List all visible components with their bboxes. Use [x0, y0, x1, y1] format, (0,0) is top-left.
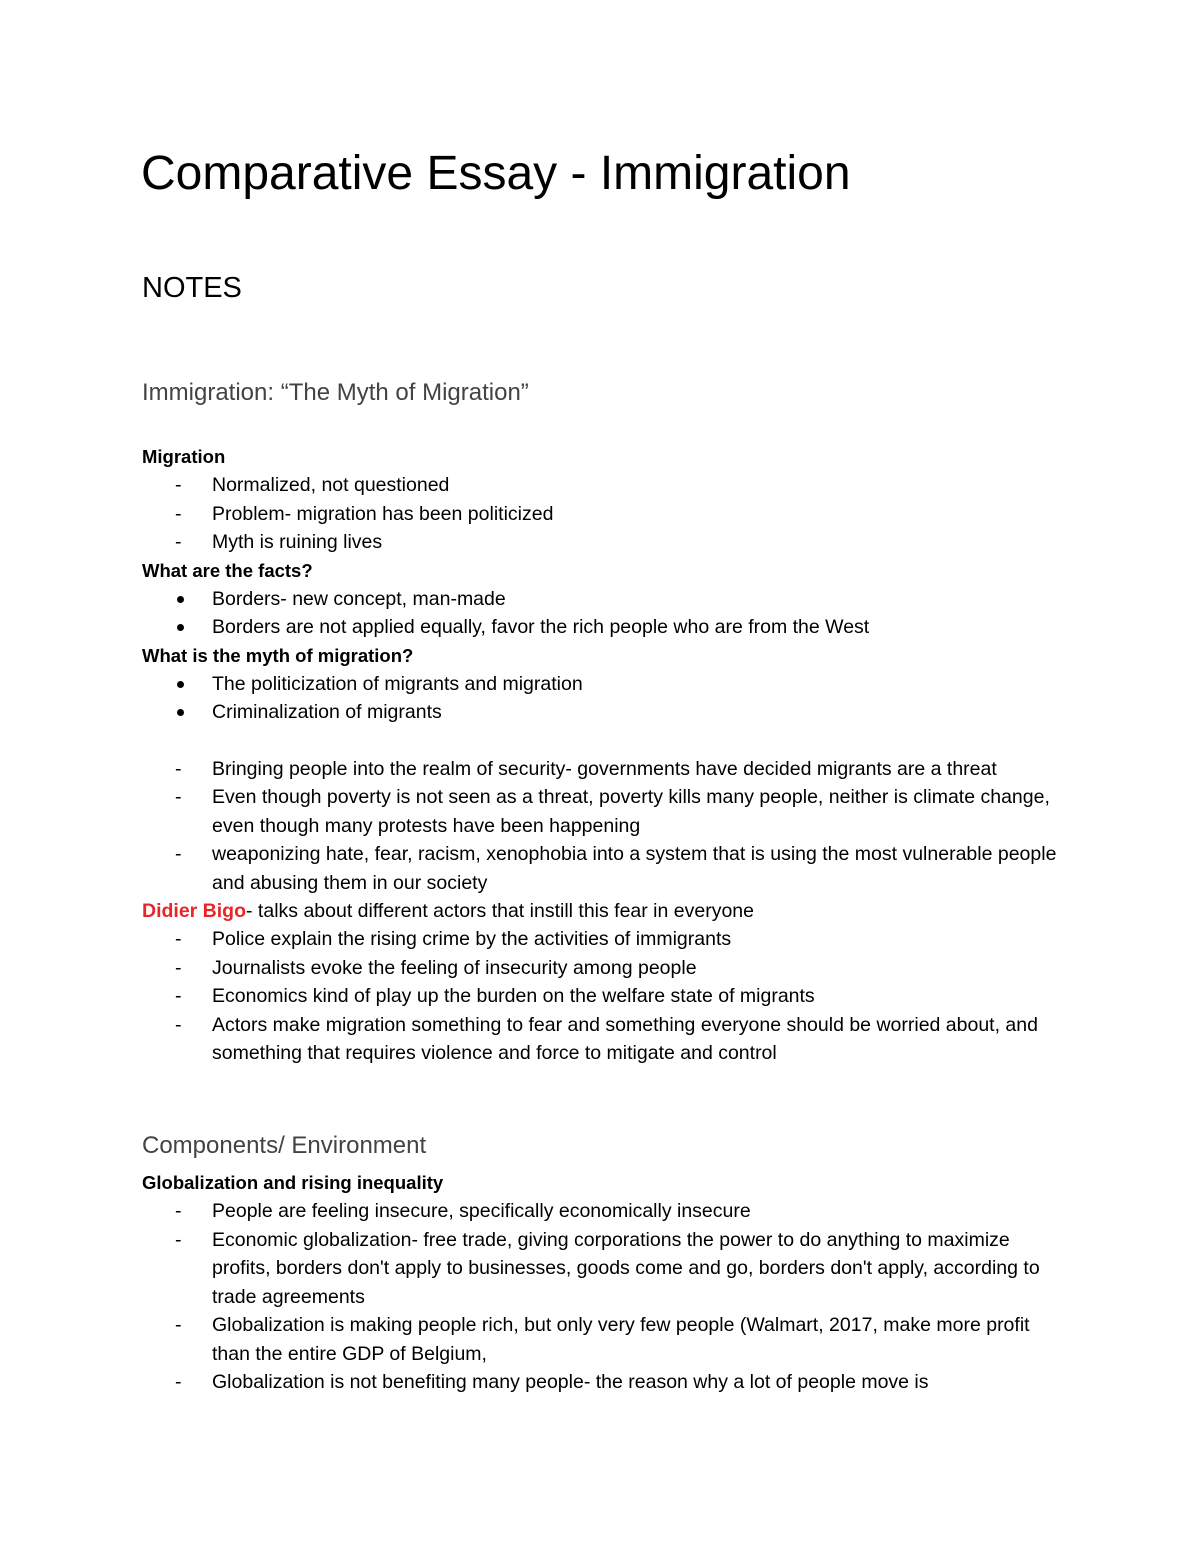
bigo-list	[0, 925, 1200, 1068]
bullet-icon	[177, 596, 184, 603]
list-item: - Economic globalization- free trade, giving corporations the power to do anything to maximize profits, borders don't apply to businesses, goods come and go, borders don't apply, according to trade agreements	[0, 1226, 1072, 1312]
dash-marker: -	[175, 786, 182, 808]
dash-marker: -	[175, 1228, 182, 1251]
dash-marker: -	[175, 928, 182, 950]
dash-marker: -	[175, 843, 182, 865]
list-item: Borders are not applied equally, favor the rich people who are from the West	[0, 613, 1072, 642]
myth-label: What is the myth of migration?	[142, 644, 414, 666]
globalization-list	[0, 1197, 1200, 1397]
facts-list	[0, 585, 1200, 642]
dash-marker: -	[175, 531, 182, 553]
blank-line	[0, 727, 1200, 755]
myth-dash-list	[0, 755, 1200, 898]
list-item: - Globalization is making people rich, but only very few people (Walmart, 2017, make more profit than the entire GDP of Belgium,	[0, 1311, 1072, 1368]
dash-marker: -	[175, 956, 182, 979]
dash-marker: -	[175, 1200, 182, 1222]
list-item: - Economics kind of play up the burden on the welfare state of migrants	[0, 982, 1072, 1011]
bigo-line	[142, 897, 1200, 925]
dash-marker: -	[175, 985, 182, 1007]
dash-marker: -	[175, 1013, 182, 1036]
section-myth-of-migration	[0, 378, 1200, 1068]
notes-heading: NOTES	[142, 272, 242, 304]
list-item: - Problem- migration has been politicized	[0, 500, 1072, 529]
list-item: The politicization of migrants and migration	[0, 670, 1072, 699]
list-item: - Even though poverty is not seen as a threat, poverty kills many people, neither is climate change, even though many protests have been happening	[0, 783, 1072, 840]
dash-marker: -	[175, 1371, 182, 1393]
section-components-environment	[0, 1131, 1200, 1397]
list-item: Criminalization of migrants	[0, 698, 1072, 727]
bigo-name: Didier Bigo	[142, 900, 247, 922]
migration-list	[0, 471, 1200, 557]
globalization-label: Globalization and rising inequality	[142, 1172, 444, 1193]
bullet-icon	[177, 709, 184, 716]
document-title: Comparative Essay - Immigration	[141, 147, 851, 200]
list-item: Borders- new concept, man-made	[0, 585, 1072, 614]
bullet-icon	[177, 624, 184, 631]
bigo-text: - talks about different actors that instill this fear in everyone	[246, 900, 754, 922]
list-item: - Normalized, not questioned	[0, 471, 1072, 500]
migration-label: Migration	[142, 446, 226, 467]
dash-marker: -	[175, 474, 182, 496]
list-item: - Bringing people into the realm of security- governments have decided migrants are a threat	[0, 755, 1072, 784]
list-item: - weaponizing hate, fear, racism, xenophobia into a system that is using the most vulnerable people and abusing them in our society	[0, 840, 1072, 897]
section-heading-components: Components/ Environment	[142, 1132, 427, 1159]
list-item: - Journalists evoke the feeling of insecurity among people	[0, 954, 1072, 983]
section-heading-myth: Immigration: “The Myth of Migration”	[142, 379, 529, 406]
list-item: - Globalization is not benefiting many people- the reason why a lot of people move is	[0, 1368, 1072, 1397]
bullet-icon	[177, 681, 184, 688]
dash-marker: -	[175, 502, 182, 525]
list-item: - People are feeling insecure, specifically economically insecure	[0, 1197, 1072, 1226]
list-item: - Actors make migration something to fear and something everyone should be worried about, and something that requires violence and force to mitigate and control	[0, 1011, 1072, 1068]
myth-bullet-list	[0, 670, 1200, 727]
list-item: - Myth is ruining lives	[0, 528, 1072, 557]
list-item: - Police explain the rising crime by the activities of immigrants	[0, 925, 1072, 954]
dash-marker: -	[175, 757, 182, 780]
facts-label: What are the facts?	[142, 559, 313, 581]
dash-marker: -	[175, 1314, 182, 1336]
